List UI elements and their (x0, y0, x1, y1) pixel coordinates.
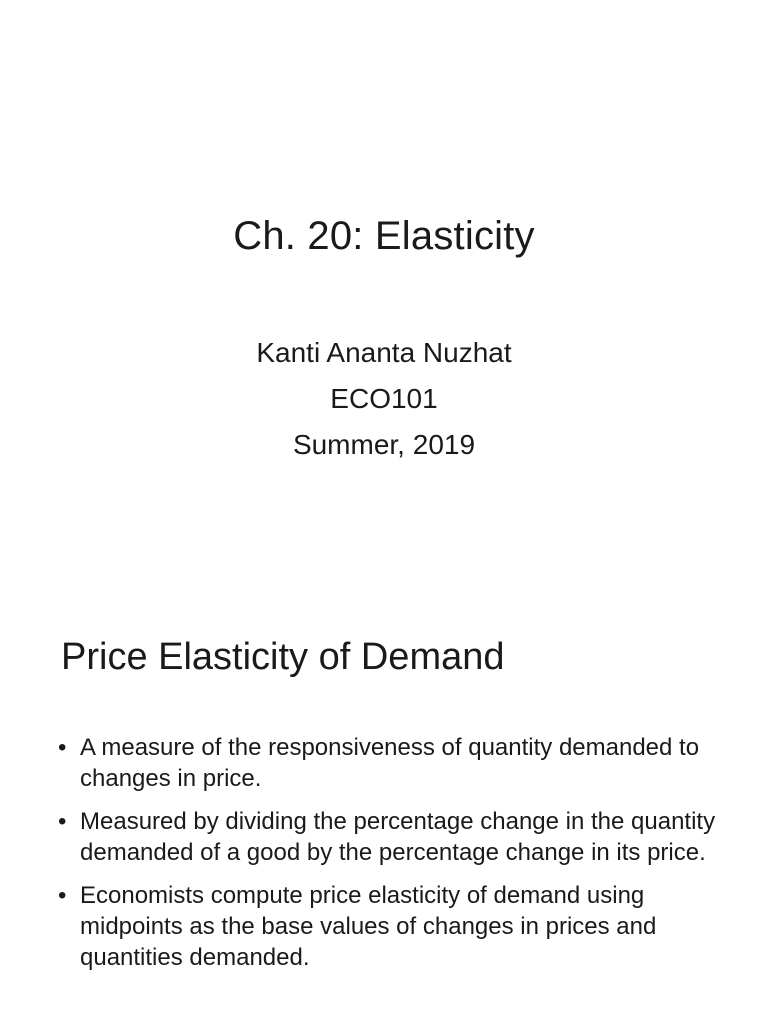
list-item (58, 806, 718, 868)
bullet-list (58, 732, 718, 985)
content-slide (0, 576, 768, 1024)
course-code: ECO101 (330, 383, 438, 414)
bullet-icon: • (58, 808, 67, 835)
bullet-text: A measure of the responsiveness of quantity demanded to changes in price. (80, 734, 700, 792)
list-item (58, 880, 718, 973)
author-name: Kanti Ananta Nuzhat (256, 337, 512, 368)
list-item (58, 732, 718, 794)
slide-title: Ch. 20: Elasticity (233, 214, 535, 258)
bullet-icon: • (58, 882, 67, 909)
bullet-icon: • (58, 734, 67, 761)
slide-heading: Price Elasticity of Demand (61, 636, 505, 678)
bullet-text: Economists compute price elasticity of demand using midpoints as the base values of changes in prices and quantities demanded. (80, 882, 657, 971)
slide-subtitle (0, 330, 768, 468)
bullet-text: Measured by dividing the percentage change in the quantity demanded of a good by the percentage change in its price. (80, 808, 716, 866)
term: Summer, 2019 (292, 429, 476, 460)
